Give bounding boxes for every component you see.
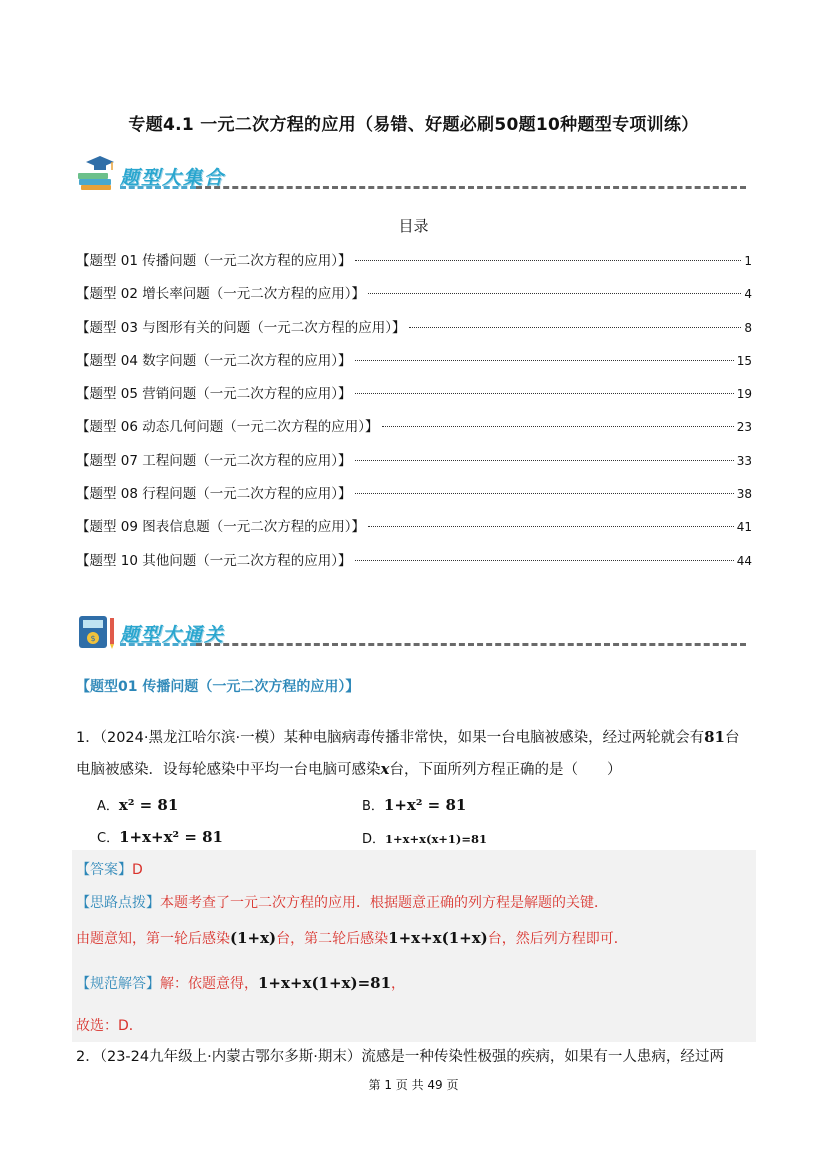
svg-text:$: $	[90, 634, 96, 643]
toc-item[interactable]	[76, 249, 752, 282]
toc-leader-dots	[355, 360, 734, 361]
reasoning-line: 由题意知，第一轮后感染(1+x)台，第二轮后感染1+x+x(1+x)台，然后列方程即可．	[76, 929, 628, 947]
toc-item-label: 【题型 01 传播问题（一元二次方程的应用）】	[76, 253, 352, 269]
option-b: B．1+x² = 81	[362, 796, 467, 814]
solution-line: 【规范解答】解：依题意得，1+x+x(1+x)=81，	[76, 974, 406, 992]
graduation-books-icon	[76, 153, 118, 195]
choice-line: 故选：D．	[76, 1018, 143, 1034]
toc-item[interactable]	[76, 282, 752, 315]
toc-item-page: 19	[736, 387, 752, 402]
toc-item-page: 23	[736, 420, 752, 435]
toc-item-page: 38	[736, 487, 752, 502]
toc-item-label: 【题型 10 其他问题（一元二次方程的应用）】	[76, 552, 352, 569]
toc-item[interactable]	[76, 415, 752, 448]
banner-divider	[196, 643, 746, 646]
toc-item-label: 【题型 02 增长率问题（一元二次方程的应用）】	[76, 286, 366, 303]
banner-title: 题型大通关	[120, 624, 226, 646]
toc-item[interactable]	[76, 515, 752, 548]
section-heading: 【题型01 传播问题（一元二次方程的应用）】	[76, 679, 360, 695]
toc-item-label: 【题型 05 营销问题（一元二次方程的应用）】	[76, 386, 352, 403]
toc-item-page: 15	[736, 353, 752, 368]
toc-leader-dots	[368, 526, 734, 527]
toc-item[interactable]	[76, 449, 752, 482]
toc-leader-dots	[355, 260, 742, 261]
toc-item-page: 44	[736, 553, 752, 568]
page-footer: 第 1 页 共 49 页	[368, 1078, 459, 1092]
question-2-line-1: 2．（23-24九年级上·内蒙古鄂尔多斯·期末）流感是一种传染性极强的疾病，如果有一人患病，经过两	[76, 1049, 724, 1065]
section-banner-collection	[76, 153, 746, 197]
toc-item-label: 【题型 09 图表信息题（一元二次方程的应用）】	[76, 519, 366, 536]
option-a: A．x² = 81	[97, 796, 179, 814]
toc-item-page: 41	[736, 520, 752, 535]
toc-item[interactable]	[76, 549, 752, 582]
toc-item-label: 【题型 03 与图形有关的问题（一元二次方程的应用）】	[76, 319, 406, 336]
toc-item-label: 【题型 08 行程问题（一元二次方程的应用）】	[76, 486, 352, 503]
banner-underline	[120, 186, 196, 189]
banner-underline	[120, 643, 196, 646]
question-1-line-1: 1．（2024·黑龙江哈尔滨·一模）某种电脑病毒传播非常快，如果一台电脑被感染，经过两轮就会有81台	[76, 728, 740, 746]
toc-item-page: 33	[736, 453, 752, 468]
hint-line: 【思路点拨】本题考查了一元二次方程的应用．根据题意正确的列方程是解题的关键．	[76, 895, 608, 911]
toc-leader-dots	[368, 293, 741, 294]
toc-item[interactable]	[76, 349, 752, 382]
toc-item[interactable]	[76, 482, 752, 515]
toc-leader-dots	[355, 460, 734, 461]
toc-item-page: 1	[744, 254, 752, 268]
toc-heading: 目录	[398, 217, 429, 235]
toc-item-label: 【题型 04 数字问题（一元二次方程的应用）】	[76, 352, 352, 369]
answer-line: 【答案】D	[76, 862, 143, 878]
toc-item[interactable]	[76, 382, 752, 415]
question-1-line-2: 电脑被感染．设每轮感染中平均一台电脑可感染x台，下面所列方程正确的是（ ）	[76, 760, 622, 778]
toc-leader-dots	[355, 493, 734, 494]
section-banner-practice	[76, 610, 746, 654]
toc-leader-dots	[355, 393, 734, 394]
toc-item-page: 4	[744, 287, 752, 302]
option-d: D．1+x+x(x+1)=81	[362, 832, 488, 847]
toc-item-label: 【题型 07 工程问题（一元二次方程的应用）】	[76, 452, 352, 469]
calculator-pencil-icon	[76, 610, 118, 652]
toc-leader-dots	[355, 560, 734, 561]
toc-item[interactable]	[76, 316, 752, 349]
document-title: 专题4.1 一元二次方程的应用（易错、好题必刷50题10种题型专项训练）	[128, 115, 699, 135]
banner-title: 题型大集合	[120, 167, 226, 189]
option-c: C．1+x+x² = 81	[97, 828, 223, 846]
toc-leader-dots	[382, 426, 734, 427]
toc-item-page: 8	[744, 320, 752, 335]
banner-divider	[196, 186, 746, 189]
toc-leader-dots	[409, 327, 742, 328]
table-of-contents	[76, 249, 752, 582]
toc-item-label: 【题型 06 动态几何问题（一元二次方程的应用）】	[76, 419, 379, 436]
